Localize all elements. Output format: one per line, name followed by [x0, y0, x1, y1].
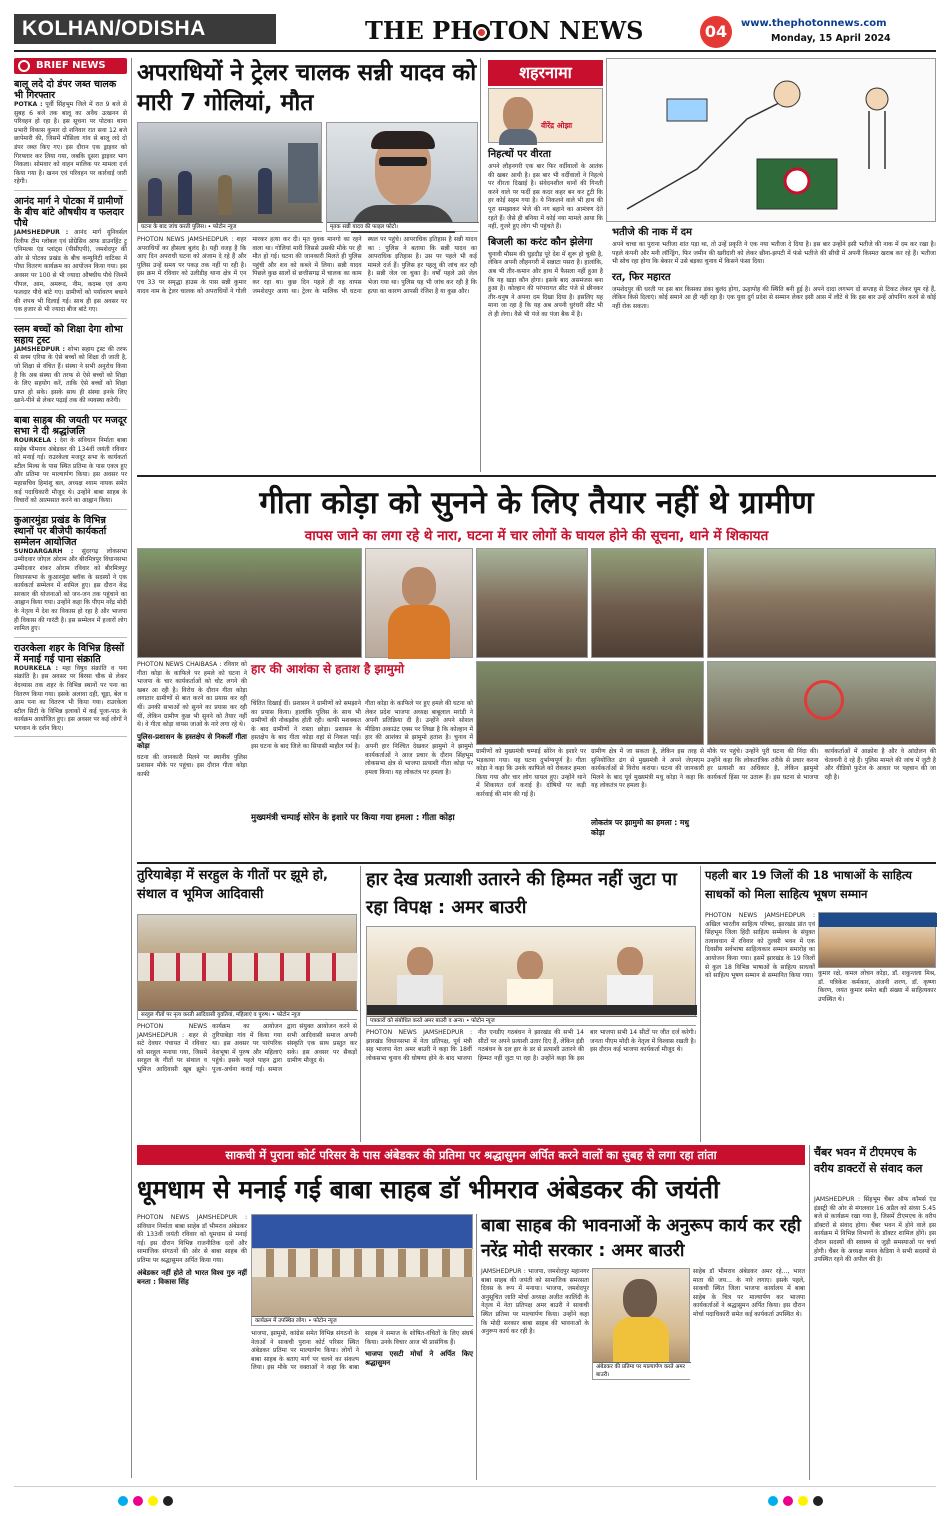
sahitya-story-body-2: कुमार रक्षे, कमल लोचन कोड़ा, डॉ. शकुन्तला मिश्र, डॉ. पत्रिकेश कर्मकार, अंजनी शरण, डॉ. कृष्णा किरण, जयंत कुमार समेत बड़ी संख्या में साहित्यकार उपस्थित थे।: [818, 970, 936, 1003]
brief-news-dateline: ROURKELA :: [14, 437, 57, 445]
crime-scene-photo: [137, 122, 322, 232]
ambedkar-statue-photo: [592, 1268, 690, 1380]
brief-news-body: JAMSHEDPUR : आनंद मार्ग यूनिवर्सल रिलीफ टीम ग्लोबल एवं प्रोग्रेसिव आफ डाउनहिंट ट्रू एनिमल्स एंड प्लांट्स (पीसीएपी), जमशेदपुर की ओर से पोटका प्रखंड के बीच कम्युनिटी वाटिका में पौधा वितरण कार्यक्रम का आयोजन किया गया। इस अवसर पर 100 से भी ज्यादा औषधीय पौधे जिनमें पीपल, आम, अमरूद, नीम, कदम्ब एवं अन्य फलदार पौधे बांटे गए। ग्रामीणों को पर्यावरण बचाने की शपथ भी दिलाई गई। साथ ही इस अवसर पर एक हजार से भी ज्यादा बीज बांटे गए।: [14, 228, 127, 314]
crowd-photo-4: [707, 548, 936, 658]
modi-story-body-2: साहेब डॉ भीमराव अंबेडकर अमर रहे..., भारत माता की जय... के नारे लगाए। इसके पहले, साकची स्थित जिला भाजपा कार्यालय में बाबा साहेब के चित्र पर माल्यार्पण कर भाजपा कार्यकर्ताओं ने श्रद्धासुमन अर्पित किया। इस दौरान मोर्चा पदाधिकारी समेत कई कार्यकर्ता उपस्थित थे।: [693, 1268, 805, 1318]
award-ceremony-photo: [818, 912, 936, 968]
paper-logo-left: THE PH: [365, 16, 473, 45]
geeta-koda-photo: [365, 548, 473, 658]
page-number-badge: [700, 16, 732, 48]
brief-news-dateline: ROURKELA :: [14, 664, 58, 672]
top-story-headline: अपराधियों ने ट्रेलर चालक सन्नी यादव को मारी 7 गोलियां, मौत: [137, 60, 477, 116]
main-side-headline: पुलिस-प्रशासन के हस्तक्षेप से निकलीं गीता कोड़ा: [137, 732, 247, 750]
political-cartoon: [606, 58, 936, 222]
shahar-nama-right-items: [612, 224, 936, 472]
brief-news-label-box: [14, 58, 127, 74]
brief-news-dateline: POTKA :: [14, 101, 43, 108]
shahar-nama-item-body: अपने चाचा का पुराना भतीजा शांत पड़ा था, तो उन्हें प्रकृति ने एक नया भतीजा दे दिया है। इस बार उन्होंने इसी भतीजे की नाक में दम कर रखा है। पहले कंपनी और मनी लॉन्ड्रिंग, फिर जमीन की खरीदारी को लेकर छीना-झपटी में फंसे भतीजे की सीधी में अपनी किस्मत खराब कर रहे हैं। भतीजा भी सोच रहा होगा कि बेकार में उसे बड़का चुनाव में किसने फंसा दिया।: [612, 241, 936, 266]
brief-news-body: ROURKELA : देश के संविधान निर्माता बाबा साहेब भीमराव अंबेडकर की 134वीं जयंती रविवार को मनाई गई। राउरकेला मजदूर सभा के कार्यकर्ता स्टील मिल्स के पास स्थित प्रतिमा के पास एकत्र हुए और प्रतिमा पर माल्यार्पण किया। इस अवसर पर महासचिव हिमांशु बल, अध्यक्ष श्याम नायक समेत कई पदाधिकारी मौजूद थे। उन्होंने बाबा साहब के विचारों को आत्मसात करने का आह्वान किया।: [14, 437, 128, 505]
brief-news-dateline: SUNDARGARH :: [14, 547, 74, 555]
crowd-photo-3: [591, 548, 704, 658]
sahitya-story-body: PHOTON NEWS JAMSHEDPUR : अखिल भारतीय साहित्य परिषद, झारखंड प्रांत एवं सिंहभूम जिला हिंदी साहित्य सम्मेलन के संयुक्त तत्वावधान में रविवार को तुलसी भवन में एक दिवसीय सर्वभाषा साहित्यकार सम्मान समारोह का आयोजन किया गया। इसमें झारखंड के 19 जिलों से कुल 18 विभिन्न भाषाओं के साहित्य साधकों को साहित्य भूषण सम्मान से सम्मानित किया गया।: [705, 912, 815, 980]
brief-news-item: [14, 196, 127, 319]
brief-news-title: स्लम बच्चों को शिक्षा देगा शोभा सहाय ट्रस्ट: [14, 323, 123, 346]
registration-black-icon-2: [813, 1496, 823, 1506]
shahar-nama-item-title: रत, फिर महारत: [612, 271, 671, 283]
crowd-photo-2: [476, 548, 588, 658]
brief-news-body: JAMSHEDPUR : शोभा सहाय ट्रस्ट की तरफ से स्लम एरिया के ऐसे बच्चों को शिक्षा दी जाती है, जो शिक्षा से वंचित हैं। संस्था ने सभी अनुरोध किया है कि अब संस्था की तरफ से ऐसे बच्चों को शिक्षा के लिए सहयोग करें, ताकि ऐसे बच्चों को शिक्षा प्राप्त हो सके। इसके साथ ही संस्था इनके लिए खाने-पीने से लेकर पढ़ाई तक की व्यवस्था करेगी।: [14, 345, 127, 405]
main-col-4: ग्रामीणों को मुख्यमंत्री चम्पाई सोरेन के इशारे पर भड़काया गया। यह घटना दुर्भाग्यपूर्ण है। गीता कोड़ा ने कहा कि उनके काफिले को रोककर हमला किया गया और चार लोग घायल हुए। उन्होंने थाने में शिकायत दर्ज कराई है। दोषियों पर कड़ी कार्रवाई की मांग की गई है।: [476, 748, 586, 798]
registration-cyan-icon-2: [768, 1496, 778, 1506]
brief-news-title: बालू लदे दो डंपर जब्त चालक भी गिरफ्तार: [14, 79, 117, 101]
brief-news-title: राउरकेला शहर के विभिन्न हिस्सों में मनाई गई पाना संक्राति: [14, 642, 125, 665]
logo-o-icon: [473, 24, 490, 41]
brief-news-label: BRIEF NEWS: [36, 60, 106, 71]
ambedkar-sub-headline: अंबेडकर नहीं होते तो भारत विश्व गुरु नहीं बनता : विकास सिंह: [137, 1268, 247, 1286]
section-label: KOLHAN/ODISHA: [22, 17, 206, 40]
shahar-nama-title-box: [488, 60, 603, 86]
brief-news-item: [14, 324, 127, 410]
page-number: 04: [704, 22, 728, 41]
brief-news-dateline: JAMSHEDPUR :: [14, 228, 69, 236]
crowd-photo-5: [476, 661, 704, 745]
brief-news-item: [14, 415, 127, 510]
highlighted-crowd-photo: [707, 661, 936, 745]
brief-news-item: [14, 643, 127, 738]
main-quote-headline: मुख्यमंत्री चम्पाई सोरेन के इशारे पर किया गया हमला : गीता कोड़ा: [251, 812, 473, 836]
sahitya-story-headline: पहली बार 19 जिलों की 18 भाषाओं के साहित्य साधकों को मिला साहित्य भूषण सम्मान: [705, 868, 912, 901]
amar-story-headline: हार देख प्रत्याशी उतारने की हिम्मत नहीं जुटा पा रहा विपक्ष : अमर बाउरी: [366, 869, 677, 918]
crowd-photo-1: [137, 548, 362, 658]
registration-magenta-icon-2: [783, 1496, 793, 1506]
ambedkar-sub-headline-2: भाजपा एसटी मोर्चा ने अर्पित किए श्रद्धासुमन: [365, 1350, 473, 1368]
ambedkar-story-headline: धूमधाम से मनाई गई बाबा साहब डॉ भीमराव अंबेडकर की जयंती: [137, 1175, 720, 1204]
issue-date: Monday, 15 April 2024: [771, 33, 891, 44]
brief-news-title: कुआरमुंडा प्रखंड के विभिन्न स्थानों पर बीजेपी कार्यकर्ता सम्मेलन आयोजित: [14, 514, 107, 548]
shahar-nama-item-title: बिजली का करंट कौन झेलेगा: [488, 236, 593, 248]
shahar-nama-item: [612, 226, 936, 267]
ambedkar-photo-caption: कार्यक्रम में उपस्थित लोग। • फोटोन न्यूज: [252, 1316, 474, 1325]
brief-news-body: SUNDARGARH : सुंदरगढ़ लोकसभा उम्मीदवार जोएल ओराम और बीरमित्रपुर विधानसभा उम्मीदवार शंकर ओराम रविवार को बीरमित्रपुर विधानसभा के कुआरमुंडा ब्लॉक के सदस्यों ने एक कार्यकर्ता सम्मेलन में शामिल हुए। इस दौरान केंद्र सरकार की योजनाओं को जन-जन तक पहुंचाने का आह्वान किया गया। उन्होंने कहा कि पीएम नरेंद्र मोदी के नेतृत्व में देश का विकास हो रहा है और भाजपा ही विकास की गारंटी है। इस सम्मेलन में हजारों लोग शामिल हुए।: [14, 547, 128, 633]
brief-news-list: [14, 79, 127, 737]
cartoon-illustration-icon: [607, 59, 937, 223]
author-name: वीरेंद्र ओझा: [541, 121, 573, 130]
registration-yellow-icon: [148, 1496, 158, 1506]
registration-cyan-icon: [118, 1496, 128, 1506]
top-story-body: PHOTON NEWS JAMSHEDPUR : शहर अपराधियों का हौसला बुलंद है। यही वजह है कि आए दिन अपराधी घटना को अंजाम दे रहे हैं और पुलिस उन्हें समय पर पकड़ तक नहीं पा रही है। इस क्रम में रविवार को उलीडीह थाना क्षेत्र में एन एच 33 पर समृद्धा हाउस के पास सन्नी कुमार यादव नाम के ट्रेलर चालक को अपराधियों ने गोली मारकर हत्या कर दी। मृत युवक मानगो का रहने वाला था। गोलियां मारी जिससे उसकी मौके पर ही मौत हो गई। घटना की जानकारी मिलते ही पुलिस पहुंची और शव को कब्जे में लिया। सन्नी यादव पिछले कुछ सालों से छत्तीसगढ़ में चालक का काम कर रहा था। कुछ दिन पहले ही वह वापस जमशेदपुर आया था। ट्रेलर के मालिक भी घटना स्थल पर पहुंचे। आपराधिक इतिहास है सन्नी यादव का : पुलिस ने बताया कि सन्नी यादव का आपराधिक इतिहास है। उस पर पहले भी कई मामले दर्ज हैं। पुलिस हर पहलू की जांच कर रही है। सन्नी जेल जा चुका है। वर्षों पहले उसे जेल भेजा गया था। पुलिस यह भी जांच कर रही है कि हत्या का कारण आपसी रंजिश है या कुछ और।: [137, 236, 477, 295]
main-col-3: गीता कोड़ा के काफिले पर हुए हमले की घटना को लेकर प्रदेश भाजपा अध्यक्ष बाबूलाल मरांडी ने अपनी प्रतिक्रिया दी है। उन्होंने अपने सोशल मीडिया अकाउंट एक्स पर लिखा है कि कोल्हान में हार की आशंका से झामुमो हताश है। चुनाव में अपनी हार निश्चित देखकर झामुमो ने झामुमो कार्यकर्ताओं ने आज प्रचार के दौरान सिंहभूम लोकसभा क्षेत्र से भाजपा प्रत्याशी गीता कोड़ा पर हमला किया। यह लोकतंत्र पर हमला है।: [365, 700, 473, 776]
paper-logo: [365, 14, 644, 48]
ambedkar-banner: साकची में पुराना कोर्ट परिसर के पास अंबेडकर की प्रतिमा पर श्रद्धासुमन अर्पित करने वालों का सुबह से लगा रहा तांता: [137, 1145, 805, 1165]
chamber-story-headline: चैंबर भवन में टीएमएच के वरीय डाक्टरों से संवाद कल: [814, 1146, 923, 1175]
main-col-1: PHOTON NEWS CHAIBASA : रविवार को गीता कोड़ा के काफिले पर हमले को घटना ने भाजपा के चार कार्यकर्ताओं को चोट लगने की खबर आ रही है। विरोध के दौरान गीता कोड़ा लगातार ग्रामीणों से बात करने का प्रयास कर रही थीं। उनकी सभाओं को सुनने का प्रयास कर रही थीं, लेकिन ग्रामीण कुछ भी सुनने को तैयार नहीं थे। वे गीता कोड़ा वापस जाओ के नारे लगा रहे थे। पुलिस-प्रशासन के हस्तक्षेप से निकलीं गीता कोड़ा घटना की जानकारी मिलने पर स्थानीय पुलिस प्रशासन मौके पर पहुंचा। इस दौरान गीता कोड़ा काफी: [137, 661, 247, 778]
press-photo-caption: पत्रकारों को संबोधित करते अमर बाउरी व अन्य। • फोटोन न्यूज: [367, 1016, 697, 1025]
registration-yellow-icon-2: [798, 1496, 808, 1506]
main-quote-headline-2: लोकतंत्र पर झामुमो का हमला : मधु कोड़ा: [591, 818, 704, 838]
crime-photo-caption: घटना के बाद जांच करती पुलिस। • फोटोन न्यूज: [138, 222, 323, 231]
modi-story-headline: बाबा साहब की भावनाओं के अनुरूप कार्य कर रही नरेंद्र मोदी सरकार : अमर बाउरी: [481, 1216, 801, 1261]
shahar-nama-item: [488, 236, 603, 320]
brief-news-body: POTKA : पूर्वी सिंहभूम जिले में रात 9 बजे से सुबह 6 बजे तक बालू का अवैध उत्खनन से परिवहन हो रहा है। इस सूचना पर पोटका थाना प्रभारी विकास कुमार दो शनिवार रात सवा 12 बजे छापेमारी की, जिसमें मौसिला गांव से बालू लदे दो डंपर जब्त किए गए। इस दौरान एक ड्राइवर को गिरफ्तार कर लिया गया, जबकि दूसरा ड्राइवर भाग निकला। सोमवार को वाहन मालिक पर मामला दर्ज किया गया है। खनन एवं परिवहन पर कार्रवाई जारी रहेगी।: [14, 101, 127, 186]
sarhul-photo-caption: सरहुल गीतों पर नृत्य करती आदिवासी युवतियां, महिलाएं व पुरुष। • फोटोन न्यूज: [138, 1010, 358, 1019]
shahar-nama-item: [488, 148, 603, 232]
shahar-nama-item: [612, 271, 936, 312]
main-sub-headline: हार की आशंका से हताश है झामुमो: [251, 662, 405, 676]
website-link[interactable]: www.thephotonnews.com: [741, 18, 887, 29]
chamber-story-body: JAMSHEDPUR : सिंहभूम चैंबर ऑफ कॉमर्स एंड इंडस्ट्री की ओर से मंगलवार 16 अप्रैल को संध्या 5.45 बजे से कार्यक्रम रखा गया है, जिसमें टीएमएच के वरीय डॉक्टरों से संवाद होगा। चैंबर भवन में होने वाले इस कार्यक्रम में विभिन्न विभागों के डॉक्टर शामिल होंगे। इस दौरान सदस्यों की स्वास्थ्य से जुड़ी समस्याओं पर चर्चा होगी। चैंबर के अध्यक्ष मानव केडिया ने सभी सदस्यों से उपस्थित रहने की अपील की है।: [814, 1196, 936, 1264]
statue-photo-caption: अंबेडकर की प्रतिमा पर माल्यार्पण करते अमर बाउरी।: [593, 1362, 691, 1379]
ambedkar-event-photo: [251, 1214, 473, 1326]
main-col-2: चिंतित दिखाई दीं। प्रशासन ने ग्रामीणों को समझाने का प्रयास किया। हालांकि पुलिस के साथ भी ग्रामीणों की नोकझोंक होती रही। काफी मशक्कत के बाद ग्रामीणों ने रास्ता छोड़ा। प्रशासन के हस्तक्षेप के बाद गीता कोड़ा वहां से निकल पाईं। इस घटना के बाद जिले का सियासी माहौल गर्म है।: [251, 700, 361, 750]
brief-news-icon: [18, 60, 30, 72]
sarhul-dance-photo: [137, 914, 357, 1020]
tribal-story-headline: तुरियाबेड़ा में सरहुल के गीतों पर झूमे हो, संथाल व भूमिज आदिवासी: [137, 868, 328, 902]
press-conference-photo: [366, 926, 696, 1026]
modi-story-body: JAMSHEDPUR : भाजपा, जमशेदपुर महानगर बाबा साहब की जयंती को सामाजिक समरसता दिवस के रूप में मनाया। भाजपा, जमशेदपुर अनुसूचित जाति मोर्चा अध्यक्ष अजीत कालिंदी के नेतृत्व में नेता प्रतिपक्ष अमर बाउरी ने साकची स्थित प्रतिमा पर माल्यार्पण किया। उन्होंने कहा कि मोदी सरकार बाबा साहब की भावनाओं के अनुरूप कार्य कर रही है।: [481, 1268, 589, 1336]
paper-logo-right: TON NEWS: [489, 16, 644, 45]
main-col-6: मौके पर पहुंचे। उन्होंने पूरी घटना की निंदा की। उन्होंने कहा कि लोकतांत्रिक तरीके से प्रचार करना हर प्रत्याशी का अधिकार है, लेकिन झामुमो कार्यकर्ता हिंसा पर उतारू हैं। इस घटना से भाजपा कार्यकर्ताओं में आक्रोश है और वे आंदोलन की चेतावनी दे रहे हैं। पुलिस मामले की जांच में जुटी है और वीडियो फुटेज के आधार पर पहचान की जा रही है।: [707, 748, 936, 781]
shahar-nama-item-body: जमशेदपुर की धरती पर इस बार किसका डंका बुलंद होगा, ऊहापोह की स्थिति बनी हुई है। अपने दादा लगभग दो सप्ताह से टिकट लेकर घूम रहे हैं, लेकिन किसे दिलाएं। कोई समाने आ ही नहीं रहा है। एक युवा दुर्ग प्रदेश से सम्मान लेकर इसी आस में लौटे थे कि इस बार उन्हें ओपनिंग करने से कोई नहीं रोक सकता।: [612, 285, 936, 310]
brief-news-item: [14, 79, 127, 191]
brief-news-item: [14, 515, 127, 638]
shahar-nama-item-body: चुनावी मौसम की घुड़दौड़ पूरे देश में शुरू हो चुकी है, लेकिन अपनी लौहनगरी में सन्नाटा पसरा है। हालांकि, अब भी तीर-कमान और हाथ में फैसला नहीं हुआ है कि यह खड़ा कौन होगा। इसके बाद असमंजस बना हुआ है। कोल्हान की परंपरागत सीट पंजे से छीनकर तीर-धनुष ने अपना दम दिखा दिया है। इसलिए यह माना जा रहा है कि यह अब अपनी धुरंधरी सीट भी ले ही लेगा। वैसे भी पंजे का पंजा बैक में है।: [488, 250, 603, 318]
tribal-story-body: PHOTON NEWS JAMSHEDPUR : शहर से सटे देवघर पंचायत में रविवार को सरहुल मनाया गया, जिसमें सरहुल के गीतों पर संथाल व भूमिज आदिवासी खूब झूमे। कार्यक्रम का आयोजन तुरियाबेड़ा गांव में किया गया था। इस अवसर पर पारंपरिक वेशभूषा में पुरुष और महिलाएं पहुंचे। इसके पहले पाहन द्वारा पूजा-अर्चना कराई गई। समाज द्वारा संयुक्त आयोजन करने से सभी आदिवासी समाज अपनी संस्कृति एक साथ प्रस्तुत कर सके। इस अवसर पर सैकड़ों ग्रामीण मौजूद थे।: [137, 1023, 357, 1073]
victim-photo-caption: मृतक सन्नी यादव की फाइल फोटो।: [327, 222, 479, 231]
main-col-5: ग्रामीण क्षेत्र में जा सकता है, लेकिन इस तरह से सुनियोजित ढंग से मुख्यमंत्री ने अपने जेएमएम कार्यकर्ताओं से विरोध कराया। घटना की जानकारी मिलने के बाद पूर्व मुख्यमंत्री मधु कोड़ा ने कहा कि यह लोकतंत्र पर हमला है।: [591, 748, 704, 790]
registration-magenta-icon: [133, 1496, 143, 1506]
shahar-nama-left-items: [488, 146, 603, 472]
main-story-headline: गीता कोड़ा को सुनने के लिए तैयार नहीं थे ग्रामीण: [259, 485, 814, 521]
brief-news-body: ROURKELA : महा विषुव संक्रांति व पना संक्रांति है। इस अवसर पर बिरसा चौक से लेकर वेदव्यास तक शहर के विभिन्न स्थानों पर पना का वितरण किया गया। इसके अलावा दही, चूड़ा, बेल व आम पना का वितरण भी किया गया। राउरकेला स्टील सिटी के विभिन्न इलाकों में कई पूजा-पाठ के कार्यक्रम आयोजित हुए। इस अवसर पर कई लोगों ने भगवान के दर्शन किए।: [14, 664, 128, 732]
shahar-nama-item-body: अपने लौहनगरी एक बार फिर वर्दीवालों के आतंक की खबर आयी है। इस बार भी वर्दीवालों ने निहत्थे पर वीरता दिखाई है। संवेदनशील थानों की गिनती करने वाले पर फर्दी इस कदर कहर बन कर टूटी कि हर कोई सहम गया है। ये निकलने वाले भी हाथ की पूरा समझाकर भेजे की नग बहाने का आमंत्रण देते रहते हैं। जैसे ही बनिया में कोई नया मामले आया कि नहीं, गुजरे हुए लोग भी पहुंचते हैं।: [488, 163, 603, 231]
amar-story-body: PHOTON NEWS JAMSHEDPUR : झारखंड विधानसभा में नेता प्रतिपक्ष, पूर्व मंत्री सह भाजपा नेता अमर बाउरी ने कहा कि 18वीं लोकसभा चुनाव की घोषणा होने के बाद भाजपा नीत एनडीए गठबंधन ने झारखंड की सभी 14 सीटों पर अपने प्रत्याशी उतार दिए हैं, लेकिन इंडी गठबंधन के दल हार के डर से प्रत्याशी उतारने की हिम्मत नहीं जुटा पा रहा है। उन्होंने कहा कि इस बार भाजपा सभी 14 सीटों पर जीत दर्ज करेगी। जनता पीएम मोदी के नेतृत्व में विश्वास रखती है। इस दौरान कई भाजपा कार्यकर्ता मौजूद थे।: [366, 1029, 696, 1062]
main-story-subhead: वापस जाने का लगा रहे थे नारा, घटना में चार लोगों के घायल होने की सूचना, थाने में शिकायत: [304, 528, 769, 544]
ambedkar-story-body-2: भाजपा, झामुमो, कांग्रेस समेत विभिन्न संगठनों के नेताओं ने साकची पुराना कोर्ट परिसर स्थित अंबेडकर प्रतिमा पर माल्यार्पण किया। लोगों ने बाबा साहब के बताए मार्ग पर चलने का संकल्प लिया। इस मौके पर वक्ताओं ने कहा कि बाबा साहब ने समाज के शोषित-वंचितों के लिए संघर्ष किया। उनके विचार आज भी प्रासंगिक हैं। भाजपा एसटी मोर्चा ने अर्पित किए श्रद्धासुमन: [251, 1330, 473, 1372]
shahar-nama-title: शहरनामा: [519, 63, 572, 82]
victim-photo: [326, 122, 478, 232]
shahar-nama-item-title: निहत्थों पर वीरता: [488, 149, 551, 160]
author-photo: [488, 88, 603, 143]
brief-news-dateline: JAMSHEDPUR :: [14, 345, 65, 353]
section-label-bar: [14, 14, 276, 44]
brief-news-title: बाबा साहब की जयती पर मजदूर सभा ने दी श्रद्धांजलि: [14, 415, 127, 438]
ambedkar-story-body: PHOTON NEWS JAMSHEDPUR : संविधान निर्माता बाबा साहेब डॉ भीमराव अंबेडकर की 133वीं जयंती रविवार को धूमधाम से मनाई गई। इस दौरान विभिन्न राजनीतिक दलों और सामाजिक संगठनों की ओर से बाबा साहब की प्रतिमा पर श्रद्धासुमन अर्पित किया गया। अंबेडकर नहीं होते तो भारत विश्व गुरु नहीं बनता : विकास सिंह: [137, 1214, 247, 1286]
brief-news-column: [14, 58, 127, 1478]
brief-news-title: आनंद मार्ग ने पोटका में ग्रामीणों के बीच बांटे औषधीय व फलदार पौधे: [14, 195, 124, 229]
shahar-nama-item-title: भतीजे की नाक में दम: [612, 227, 693, 238]
registration-black-icon: [163, 1496, 173, 1506]
